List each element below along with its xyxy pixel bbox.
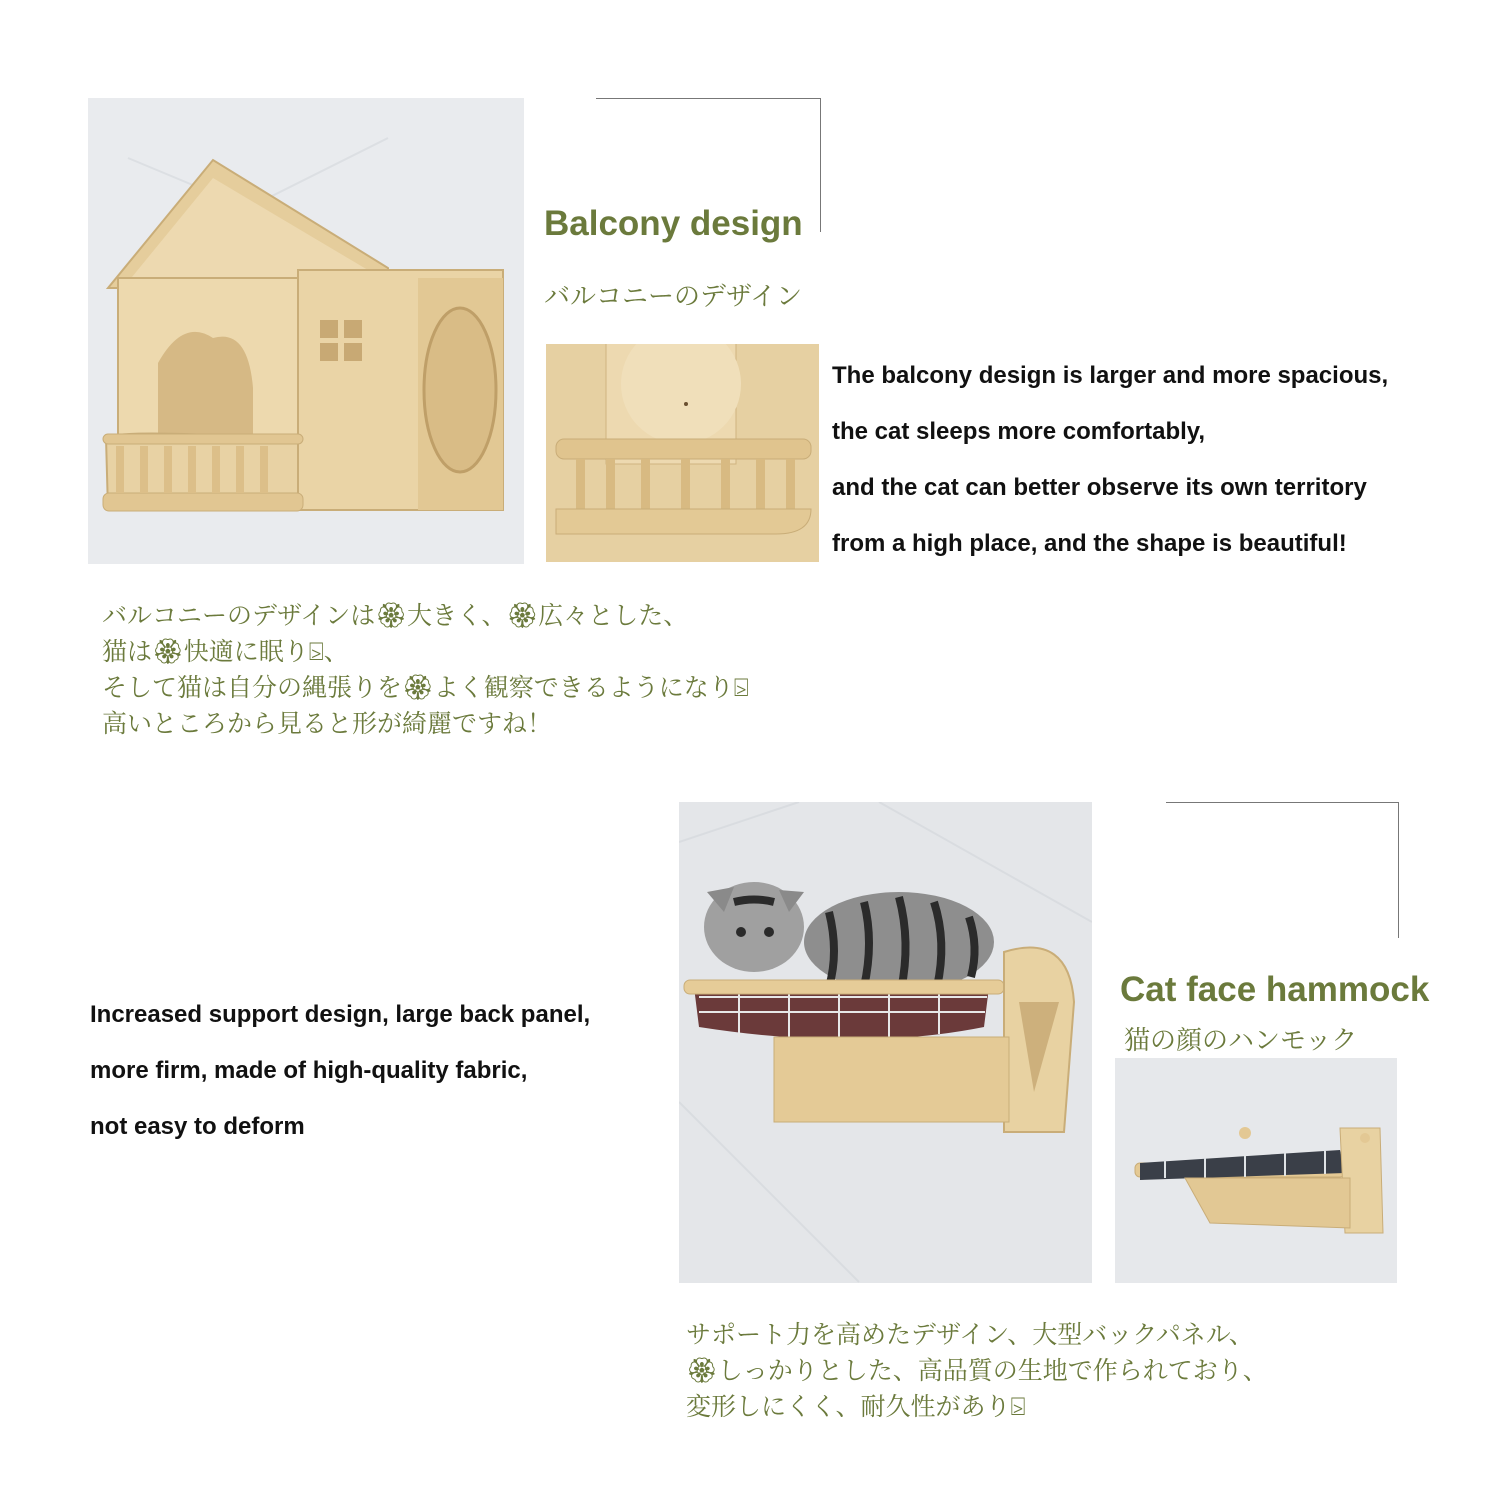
section2-subheading-jp: 猫の顔のハンモック — [1124, 1026, 1358, 1056]
section2-description — [90, 987, 590, 1155]
section2-jp-line: 変形しにくく、耐久性があり⍄ — [686, 1392, 1026, 1421]
section1-line: the cat sleeps more comfortably, — [832, 418, 1206, 445]
section2-line: more firm, made of high-quality fabric, — [90, 1057, 528, 1084]
corner-line-v — [820, 98, 821, 232]
corner-line-v — [1398, 802, 1399, 938]
section2-jp-line: サポート力を高めたデザイン、大型バックパネル、 — [686, 1320, 1254, 1349]
section1-jp-line: 猫は🏵快適に眠り⍄、 — [102, 637, 349, 666]
section2-heading: Cat face hammock — [1120, 970, 1430, 1009]
section2-line: not easy to deform — [90, 1113, 305, 1140]
section1-description — [832, 348, 1388, 572]
section2-line: Increased support design, large back panel, — [90, 1001, 591, 1028]
section1-line: and the cat can better observe its own territory — [832, 474, 1367, 501]
section1-jp-line: 高いところから見ると形が綺麗ですね！ — [102, 709, 553, 738]
section1-heading: Balcony design — [544, 204, 803, 243]
corner-line-h — [1166, 802, 1399, 803]
cat-hammock-photo — [679, 802, 1092, 1283]
section2-jp-line: 🏵しっかりとした、高品質の生地で作られており、 — [686, 1356, 1268, 1385]
section1-jp-line: バルコニーのデザインは🏵大きく、🏵広々とした、 — [102, 601, 689, 630]
section1-jp-line: そして猫は自分の縄張りを🏵よく観察できるようになり⍄ — [102, 673, 749, 702]
section1-line: The balcony design is larger and more spacious, — [832, 362, 1389, 389]
cat-house-photo — [88, 98, 524, 564]
hammock-detail-photo — [1115, 1058, 1397, 1283]
corner-line-h — [596, 98, 821, 99]
section1-subheading-jp: バルコニーのデザイン — [544, 282, 803, 312]
section2-jp-paragraph — [686, 1317, 1268, 1425]
balcony-detail-photo — [546, 344, 819, 562]
section1-line: from a high place, and the shape is beautiful! — [832, 530, 1347, 557]
section1-jp-paragraph — [102, 598, 749, 742]
